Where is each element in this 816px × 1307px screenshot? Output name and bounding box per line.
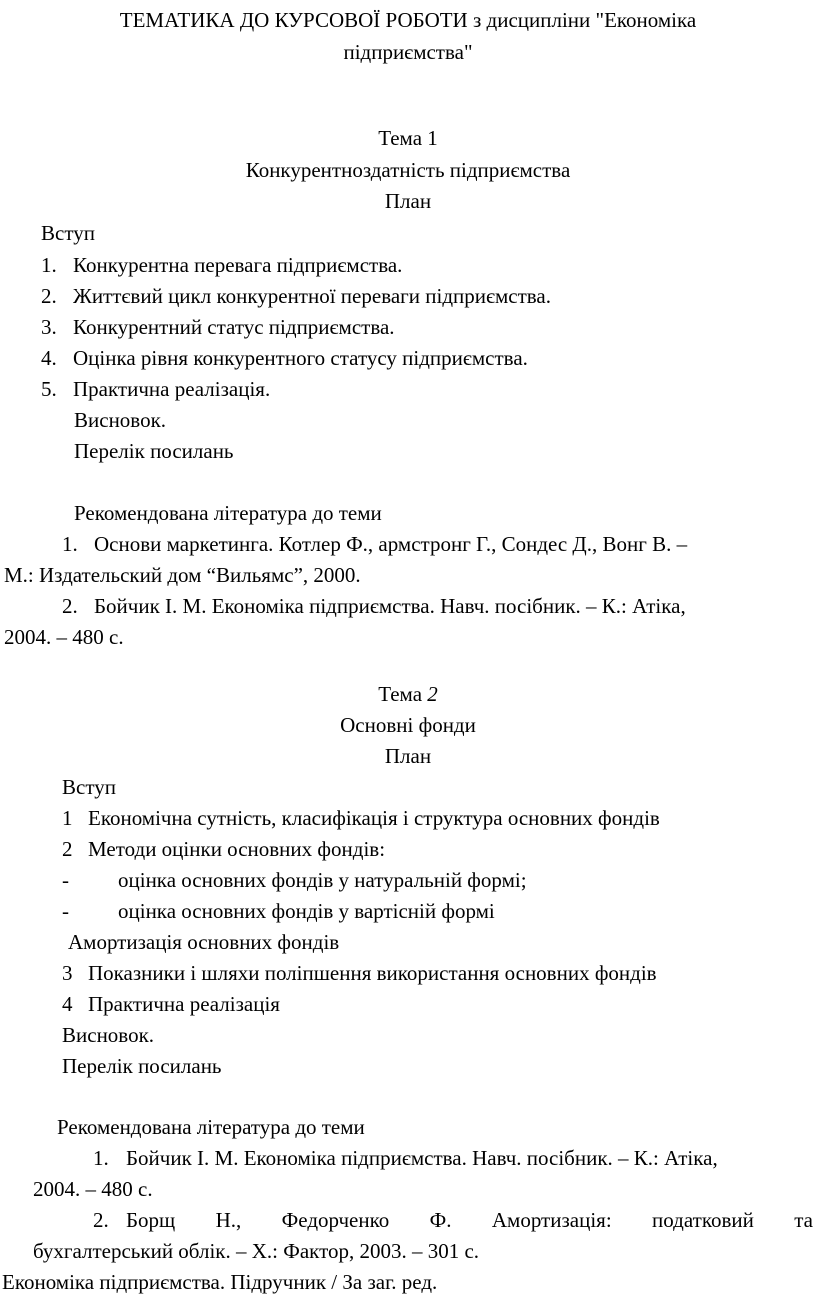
topic2-plan-item [62, 963, 657, 984]
document-title-line2: підприємства" [343, 40, 473, 64]
topic1-intro: Вступ [41, 221, 95, 245]
document-title-line1: ТЕМАТИКА ДО КУРСОВОЇ РОБОТИ з дисципліни "Економіка [119, 8, 697, 32]
item-text: Конкурентний статус підприємства. [73, 315, 395, 339]
literature-line1: Бойчик І. М. Економіка підприємства. Навч. посібник. – К.: Атіка, [94, 594, 686, 618]
item-number: 5. [41, 377, 57, 401]
topic1-literature-continuation: 2004. – 480 с. [4, 625, 124, 649]
item-number: 1. [41, 253, 57, 277]
topic1-plan-item [41, 348, 528, 369]
item-text: Конкурентна перевага підприємства. [73, 253, 403, 277]
topic1-literature-heading: Рекомендована література до теми [74, 501, 382, 525]
topic2-plan-label: План [384, 744, 432, 768]
item-number: 2. [41, 284, 57, 308]
topic2-plan-subitem [62, 901, 495, 922]
topic2-plan-subitem [62, 870, 527, 891]
literature-line1: Основи маркетинга. Котлер Ф., армстронг Г., Сондес Д., Вонг В. – [94, 532, 688, 556]
literature-number: 1. [62, 532, 78, 556]
item-number: 4 [62, 992, 73, 1016]
item-number: 3. [41, 315, 57, 339]
topic1-literature-continuation: М.: Издательский дом “Вильямс”, 2000. [4, 563, 361, 587]
literature-number: 1. [93, 1146, 109, 1170]
topic2-heading-number: 2 [427, 682, 438, 706]
topic1-plan-label: План [384, 189, 432, 213]
literature-number: 2. [62, 594, 78, 618]
item-text: Оцінка рівня конкурентного статусу підприємства. [73, 346, 528, 370]
item-dash: - [62, 868, 69, 892]
topic2-plan-item [62, 808, 660, 829]
item-text: Методи оцінки основних фондів: [88, 837, 386, 861]
topic2-literature-continuation: 2004. – 480 с. [33, 1177, 153, 1201]
topic1-plan-item [41, 286, 551, 307]
item-number: 4. [41, 346, 57, 370]
topic1-plan-item [41, 379, 270, 400]
trailing-text: Економіка підприємства. Підручник / За заг. ред. [2, 1270, 438, 1294]
literature-line1: Борщ Н., Федорченко Ф. Амортизація: податковий та [126, 1208, 813, 1232]
literature-number: 2. [93, 1208, 109, 1232]
item-text: Практична реалізація [88, 992, 280, 1016]
item-text: Життєвий цикл конкурентної переваги підприємства. [73, 284, 551, 308]
topic1-plan-item [41, 255, 402, 276]
item-text: Практична реалізація. [73, 377, 271, 401]
topic2-literature-entry [93, 1148, 718, 1169]
item-number: 1 [62, 806, 73, 830]
topic2-references-label: Перелік посилань [62, 1054, 222, 1078]
topic2-plan-item [68, 932, 339, 953]
topic2-heading-word: Тема [378, 682, 423, 706]
topic2-literature-heading: Рекомендована література до теми [57, 1115, 365, 1139]
topic2-intro: Вступ [62, 775, 116, 799]
topic1-heading: Тема 1 [378, 126, 438, 150]
topic2-conclusion: Висновок. [62, 1023, 155, 1047]
topic1-plan-item [41, 317, 395, 338]
item-text: Амортизація основних фондів [68, 930, 340, 954]
item-number: 2 [62, 837, 73, 861]
item-text: оцінка основних фондів у натуральній формі; [118, 868, 527, 892]
topic1-literature-entry [62, 596, 686, 617]
topic1-name: Конкурентноздатність підприємства [245, 158, 571, 182]
item-dash: - [62, 899, 69, 923]
item-text: Показники і шляхи поліпшення використання основних фондів [88, 961, 657, 985]
topic2-heading [0, 684, 816, 705]
topic1-references-label: Перелік посилань [74, 439, 234, 463]
topic2-name: Основні фонди [340, 713, 476, 737]
topic2-plan-item [62, 994, 280, 1015]
item-text: оцінка основних фондів у вартісній формі [118, 899, 495, 923]
topic1-conclusion: Висновок. [74, 408, 167, 432]
item-text: Економічна сутність, класифікація і структура основних фондів [88, 806, 660, 830]
topic1-literature-entry [62, 534, 687, 555]
topic2-plan-item [62, 839, 385, 860]
literature-line1: Бойчик І. М. Економіка підприємства. Навч. посібник. – К.: Атіка, [126, 1146, 718, 1170]
item-number: 3 [62, 961, 73, 985]
topic2-literature-entry [93, 1210, 813, 1231]
topic2-literature-continuation: бухгалтерський облік. – Х.: Фактор, 2003. – 301 с. [33, 1239, 480, 1263]
